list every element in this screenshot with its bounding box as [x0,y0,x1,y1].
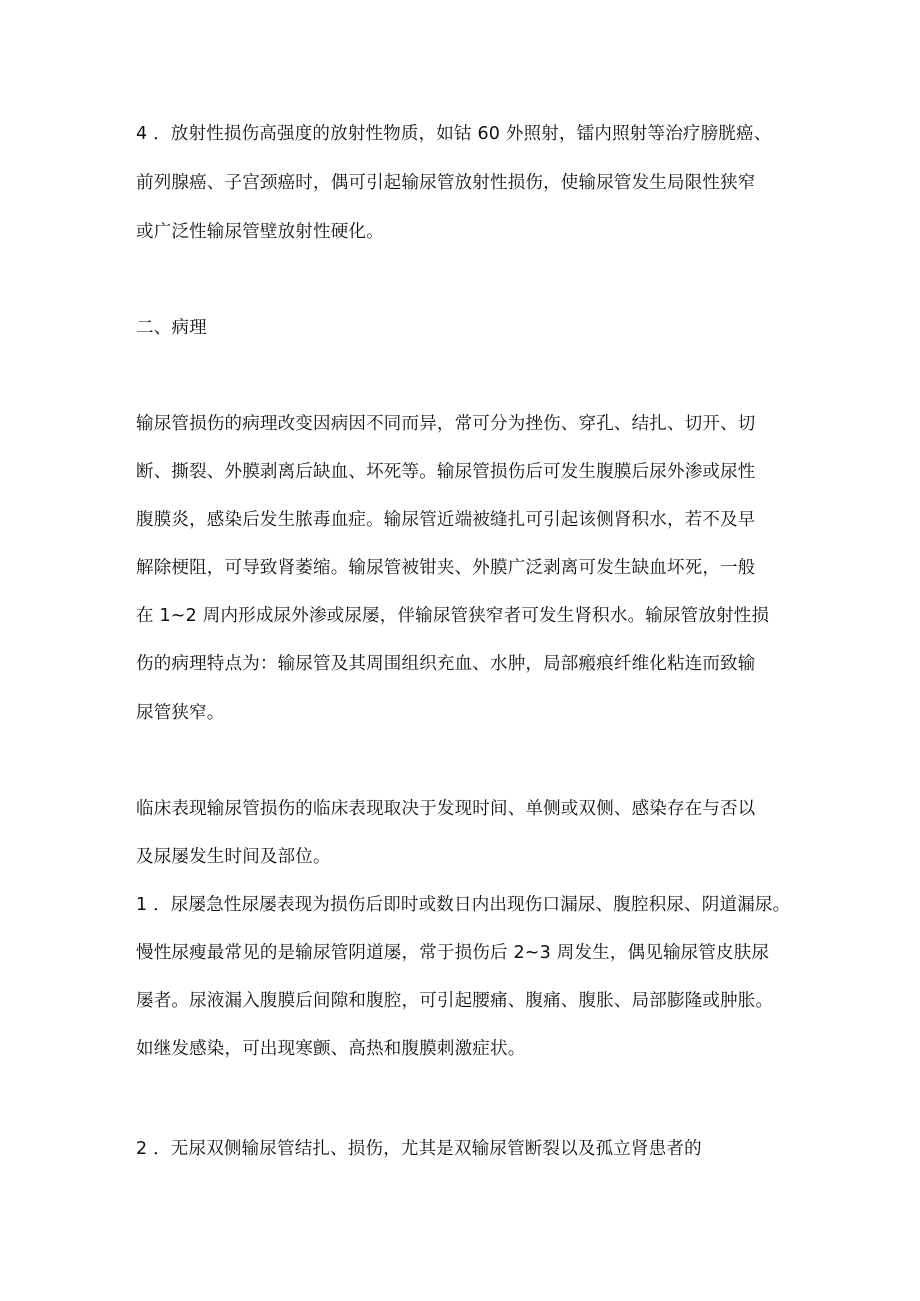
text-line: 腹膜炎，感染后发生脓毒血症。输尿管近端被缝扎可引起该侧肾积水，若不及早 [136,510,756,530]
text-line: 临床表现输尿管损伤的临床表现取决于发现时间、单侧或双侧、感染存在与否以 [136,799,756,819]
text-line: 4 ．放射性损伤高强度的放射性物质，如钴 60 外照射，镭内照射等治疗膀胱癌、 [136,124,772,144]
text-line: 如继发感染，可出现寒颤、高热和腹膜刺激症状。 [136,1039,526,1059]
text-line: 及尿屡发生时间及部位。 [136,847,331,867]
text-line: 2 ．无尿双侧输尿管结扎、损伤，尤其是双输尿管断裂以及孤立肾患者的 [136,1139,702,1159]
text-line: 尿管狭窄。 [136,703,225,723]
text-line: 输尿管损伤的病理改变因病因不同而异，常可分为挫伤、穿孔、结扎、切开、切 [136,414,756,434]
section-heading-pathology: 二、病理 [136,318,207,338]
text-line: 伤的病理特点为：输尿管及其周围组织充血、水肿，局部瘢痕纤维化粘连而致输 [136,654,756,674]
text-line: 屡者。尿液漏入腹膜后间隙和腹腔，可引起腰痛、腹痛、腹胀、局部膨隆或肿胀。 [136,991,774,1011]
text-line: 断、撕裂、外膜剥离后缺血、坏死等。输尿管损伤后可发生腹膜后尿外渗或尿性 [136,462,756,482]
text-line: 1 ．尿屡急性尿屡表现为损伤后即时或数日内出现伤口漏尿、腹腔积尿、阴道漏尿。 [136,895,791,915]
text-line: 前列腺癌、子宫颈癌时，偶可引起输尿管放射性损伤，使输尿管发生局限性狭窄 [136,173,756,193]
text-line: 解除梗阻，可导致肾萎缩。输尿管被钳夹、外膜广泛剥离可发生缺血坏死，一般 [136,558,756,578]
text-line: 在 1~2 周内形成尿外渗或尿屡，伴输尿管狭窄者可发生肾积水。输尿管放射性损 [136,606,770,626]
text-line: 慢性尿瘦最常见的是输尿管阴道屡，常于损伤后 2~3 周发生，偶见输尿管皮肤尿 [136,943,770,963]
text-line: 或广泛性输尿管壁放射性硬化。 [136,222,384,242]
